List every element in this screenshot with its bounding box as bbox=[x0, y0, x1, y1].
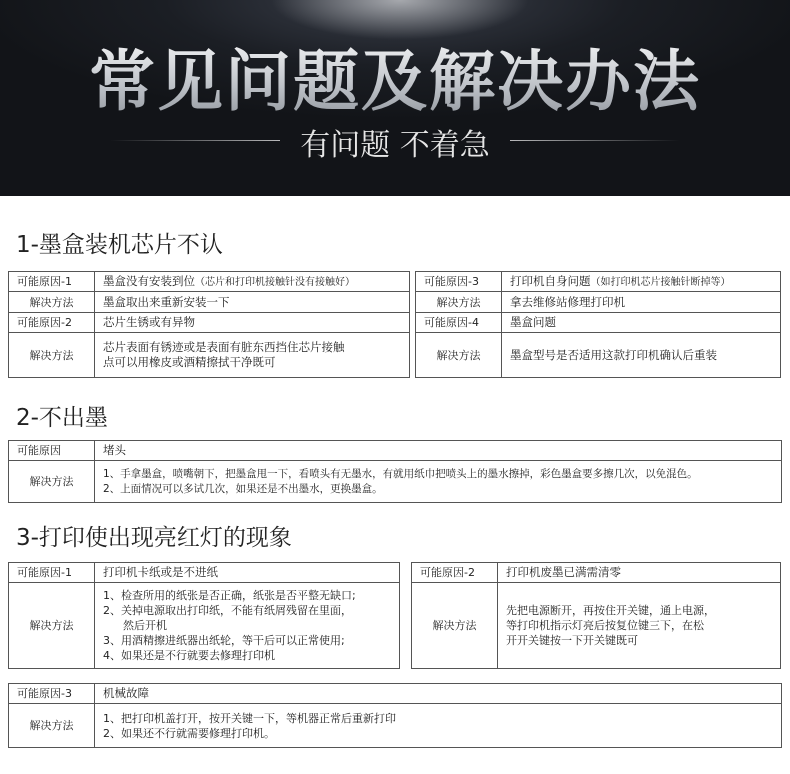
table-row bbox=[9, 313, 410, 333]
row-value: 1、把打印机盖打开，按开关键一下，等机器正常后重新打印 2、如果还不行就需要修理打印机。 bbox=[95, 704, 782, 748]
row-key: 解决方法 bbox=[9, 704, 95, 748]
row-key: 解决方法 bbox=[9, 583, 95, 669]
row-value: 芯片表面有锈迹或是表面有脏东西挡住芯片接触 点可以用橡皮或酒精擦拭干净既可 bbox=[95, 333, 410, 378]
row-key: 解决方法 bbox=[416, 292, 502, 313]
row-key: 可能原因-2 bbox=[412, 563, 498, 583]
row-key: 可能原因 bbox=[9, 441, 95, 461]
row-value: 堵头 bbox=[95, 441, 782, 461]
table-row bbox=[9, 563, 400, 583]
row-key: 解决方法 bbox=[416, 333, 502, 378]
table-row bbox=[9, 333, 410, 378]
row-key: 可能原因-1 bbox=[9, 272, 95, 292]
row-value: 墨盒问题 bbox=[502, 313, 781, 333]
header-banner bbox=[0, 0, 790, 196]
table-row bbox=[416, 313, 781, 333]
row-value: 墨盒取出来重新安装一下 bbox=[95, 292, 410, 313]
table-row bbox=[9, 272, 410, 292]
section-title-2: 2-不出墨 bbox=[16, 405, 108, 431]
row-key: 解决方法 bbox=[9, 292, 95, 313]
section-3-left-table bbox=[8, 562, 400, 669]
row-value: 打印机卡纸或是不进纸 bbox=[95, 563, 400, 583]
table-row bbox=[9, 292, 410, 313]
row-key: 可能原因-3 bbox=[416, 272, 502, 292]
table-row bbox=[412, 583, 781, 669]
section-2-table bbox=[8, 440, 782, 503]
table-row bbox=[9, 461, 782, 503]
table-row bbox=[9, 441, 782, 461]
row-value: 机械故障 bbox=[95, 684, 782, 704]
subtitle-divider-right bbox=[510, 140, 680, 141]
row-key: 可能原因-1 bbox=[9, 563, 95, 583]
table-row bbox=[416, 272, 781, 292]
row-value: 先把电源断开，再按住开关键，通上电源， 等打印机指示灯亮后按复位键三下，在松 开开关键按一下开关键既可 bbox=[498, 583, 781, 669]
section-title-1: 1-墨盒装机芯片不认 bbox=[16, 232, 223, 258]
section-title-3: 3-打印使出现亮红灯的现象 bbox=[16, 525, 292, 551]
row-hint: （芯片和打印机接触针没有接触好） bbox=[195, 276, 355, 288]
row-value: 墨盒没有安装到位（芯片和打印机接触针没有接触好） bbox=[95, 272, 410, 292]
table-row bbox=[9, 704, 782, 748]
row-value: 芯片生锈或有异物 bbox=[95, 313, 410, 333]
row-hint: （如打印机芯片接触针断掉等） bbox=[590, 276, 731, 288]
row-key: 可能原因-2 bbox=[9, 313, 95, 333]
table-row bbox=[416, 292, 781, 313]
page-title: 常见问题及解决办法 bbox=[0, 28, 790, 123]
row-value: 拿去维修站修理打印机 bbox=[502, 292, 781, 313]
row-key: 解决方法 bbox=[9, 333, 95, 378]
row-value: 打印机废墨已满需清零 bbox=[498, 563, 781, 583]
row-value: 1、检查所用的纸张是否正确，纸张是否平整无缺口; 2、关掉电源取出打印纸，不能有纸屑残留在里面， 然后开机 3、用酒精擦进纸器出纸轮，等干后可以正常使用; 4、如果还是不行就要去修理打印机 bbox=[95, 583, 400, 669]
row-key: 解决方法 bbox=[9, 461, 95, 503]
section-3-bottom-table bbox=[8, 683, 782, 748]
table-row bbox=[416, 333, 781, 378]
row-value: 墨盒型号是否适用这款打印机确认后重装 bbox=[502, 333, 781, 378]
section-1-left-table bbox=[8, 271, 410, 378]
section-1-right-table bbox=[415, 271, 781, 378]
row-key: 可能原因-3 bbox=[9, 684, 95, 704]
row-value: 1、手拿墨盒，喷嘴朝下，把墨盒甩一下，看喷头有无墨水，有就用纸巾把喷头上的墨水擦掉，彩色墨盒要多擦几次，以免混色。 2、上面情况可以多试几次，如果还是不出墨水，更换墨盒。 bbox=[95, 461, 782, 503]
table-row bbox=[412, 563, 781, 583]
row-value: 打印机自身问题（如打印机芯片接触针断掉等） bbox=[502, 272, 781, 292]
row-key: 可能原因-4 bbox=[416, 313, 502, 333]
section-3-right-table bbox=[411, 562, 781, 669]
table-row bbox=[9, 583, 400, 669]
page-subtitle: 有问题 不着急 bbox=[300, 128, 490, 163]
table-row bbox=[9, 684, 782, 704]
row-key: 解决方法 bbox=[412, 583, 498, 669]
